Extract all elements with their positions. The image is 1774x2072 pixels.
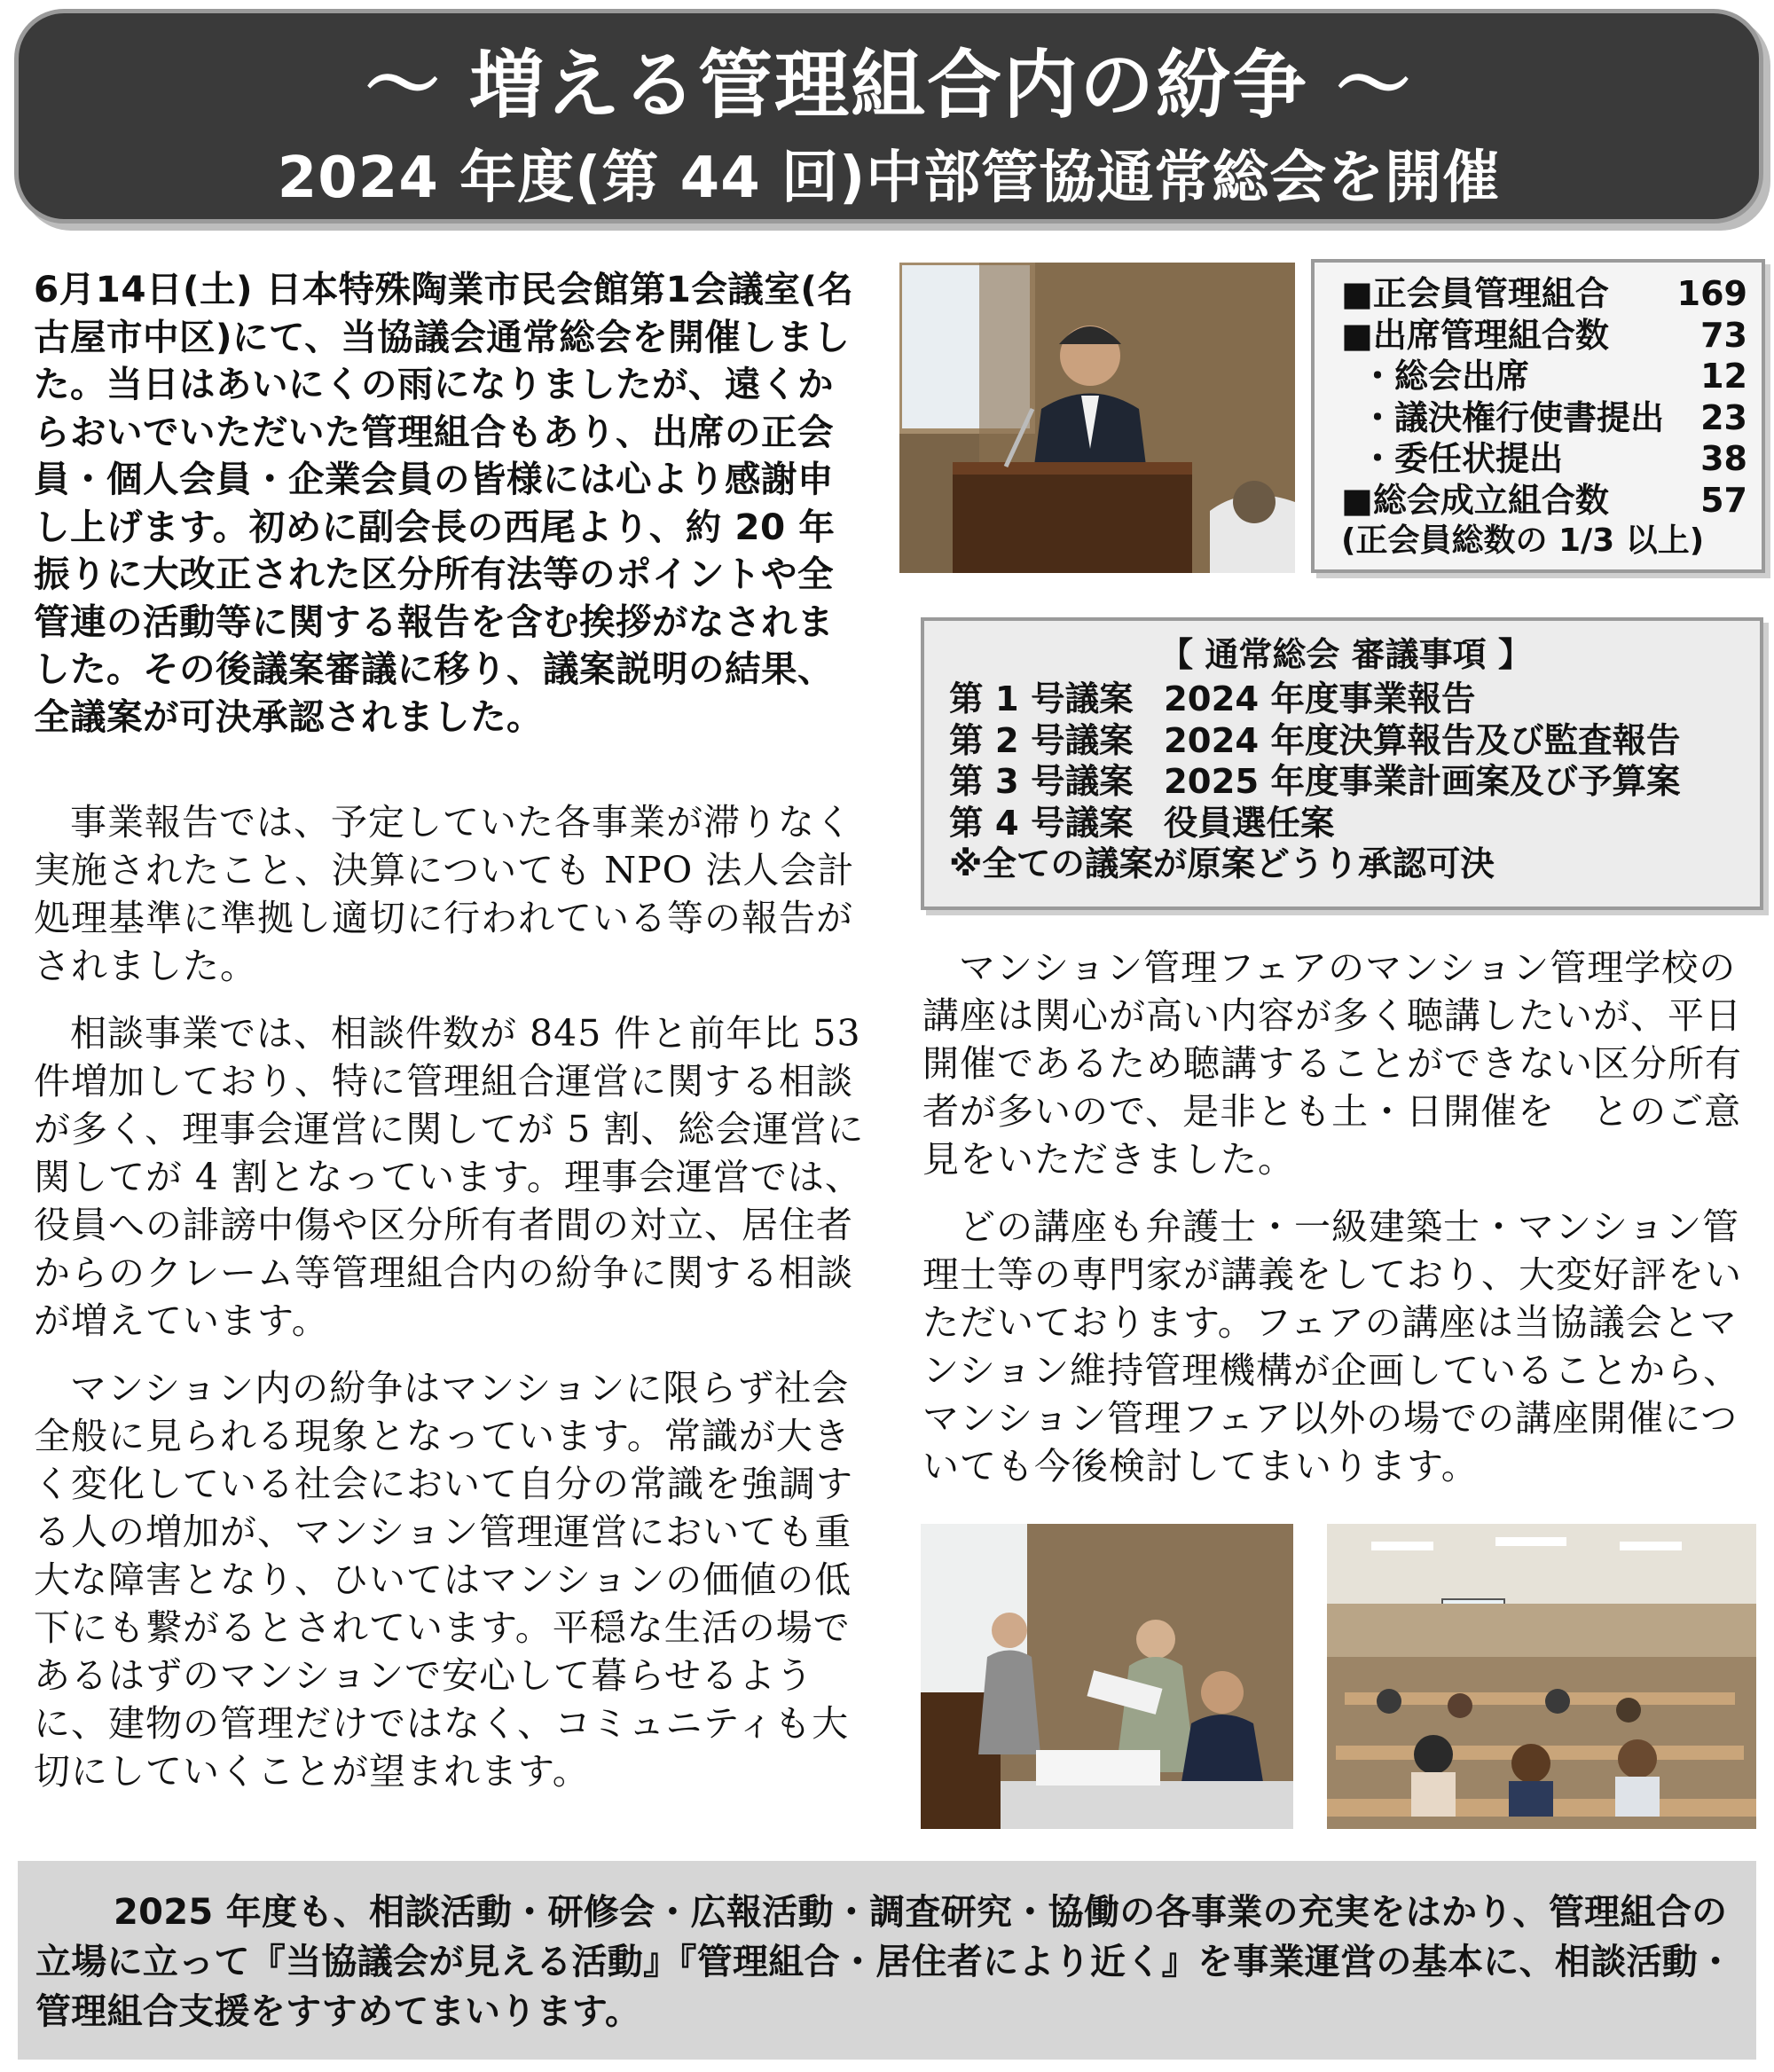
stat-label: ■出席管理組合数 bbox=[1341, 315, 1609, 355]
stat-value: 57 bbox=[1700, 480, 1747, 520]
agenda-title: 【 通常総会 審議事項 】 bbox=[1159, 635, 1532, 674]
page-subtitle: 2024 年度(第 44 回)中部管協通常総会を開催 bbox=[277, 145, 1501, 211]
stat-value: 23 bbox=[1700, 397, 1747, 437]
stat-label: ■正会員管理組合 bbox=[1341, 274, 1609, 313]
right-body bbox=[922, 944, 1756, 1510]
agenda-item-number: 第 3 号議案 bbox=[949, 762, 1134, 802]
stat-row bbox=[1341, 356, 1747, 397]
agenda-item-text: 2024 年度事業報告 bbox=[1164, 679, 1476, 719]
agenda-item-text: 2025 年度事業計画案及び予算案 bbox=[1164, 762, 1681, 802]
agenda-note: ※全ての議案が原案どうり承認可決 bbox=[949, 844, 1495, 884]
lead-paragraph: 6月14日(土) 日本特殊陶業市民会館第1会議室(名古屋市中区)にて、当協議会通常総会を開催しました。当日はあいにくの雨になりましたが、遠くからおいでいただいた管理組合もあり、出席の正会員・個人会員・企業会員の皆様には心より感謝申し上げます。初めに副会長の西尾より、約 20 年振りに大改正された区分所有法等のポイントや全管連の活動等に関する報告を含む挨拶がなされました。その後議案審議に移り、議案説明の結果、全議案が可決承認されました。 bbox=[34, 268, 854, 738]
agenda-item bbox=[949, 762, 1742, 804]
left-body bbox=[34, 798, 872, 1815]
agenda-item bbox=[949, 679, 1742, 721]
stat-row bbox=[1341, 438, 1747, 480]
footer-band bbox=[18, 1861, 1756, 2060]
paragraph-lectures: どの講座も弁護士・一級建築士・マンション管理士等の専門家が講義をしており、大変好評をいただいております。フェアの講座は当協議会とマンション維持管理機構が企画していることから、マンション管理フェア以外の場での講座開催についても今後検討してまいります。 bbox=[922, 1205, 1742, 1487]
stat-row bbox=[1341, 397, 1747, 439]
stat-label: ・委任状提出 bbox=[1361, 439, 1564, 478]
photo-speaker-podium bbox=[899, 263, 1295, 573]
agenda-item-number: 第 4 号議案 bbox=[949, 803, 1134, 844]
agenda-item bbox=[949, 721, 1742, 763]
agenda-box bbox=[921, 617, 1763, 910]
paragraph-fair-feedback: マンション管理フェアのマンション管理学校の講座は関心が高い内容が多く聴講したいが、平日開催であるため聴講することができない区分所有者が多いので、是非とも土・日開催を とのご意見をいただきました。 bbox=[922, 946, 1742, 1181]
stat-label: ■総会成立組合数 bbox=[1341, 480, 1609, 520]
agenda-item-number: 第 2 号議案 bbox=[949, 720, 1134, 761]
stat-row bbox=[1341, 315, 1747, 357]
stat-note: (正会員総数の 1/3 以上) bbox=[1341, 522, 1705, 559]
stat-value: 169 bbox=[1676, 274, 1747, 313]
stat-value: 73 bbox=[1700, 315, 1747, 355]
attendance-stats-box bbox=[1311, 259, 1765, 573]
agenda-item-text: 役員選任案 bbox=[1164, 803, 1335, 844]
page-title: ～ 増える管理組合内の紛争 ～ bbox=[365, 42, 1413, 129]
paragraph-consultation: 相談事業では、相談件数が 845 件と前年比 53 件増加しており、特に管理組合運営に関する相談が多く、理事会運営に関してが 5 割、総会運営に関してが 4 割となっています。理事会運営では、役員への誹謗中傷や区分所有者間の対立、居住者からのクレーム等管理組合内の紛争に関する相談が増えています。 bbox=[34, 1012, 865, 1342]
agenda-item bbox=[949, 804, 1742, 845]
header-banner bbox=[14, 9, 1763, 224]
photo-officials-table bbox=[921, 1524, 1293, 1829]
photo-meeting-hall bbox=[1327, 1524, 1756, 1829]
stat-row bbox=[1341, 480, 1747, 522]
lead-section bbox=[34, 266, 867, 741]
agenda-item-text: 2024 年度決算報告及び監査報告 bbox=[1164, 720, 1681, 761]
footer-paragraph: 2025 年度も、相談活動・研修会・広報活動・調査研究・協働の各事業の充実をはかり、管理組合の立場に立って『当協議会が見える活動』『管理組合・居住者により近く』を事業運営の基本に、相談活動・管理組合支援をすすめてまいります。 bbox=[35, 1892, 1734, 2032]
stat-row bbox=[1341, 273, 1747, 315]
agenda-item-number: 第 1 号議案 bbox=[949, 679, 1134, 719]
stat-value: 12 bbox=[1700, 357, 1747, 396]
paragraph-business-report: 事業報告では、予定していた各事業が滞りなく実施されたこと、決算についても NPO 法人会計処理基準に準拠し適切に行われている等の報告がされました。 bbox=[34, 801, 855, 987]
paragraph-disputes: マンション内の紛争はマンションに限らず社会全般に見られる現象となっています。常識が大きく変化している社会において自分の常識を強調する人の増加が、マンション管理運営においても重大な障害となり、ひいてはマンションの価値の低下にも繋がるとされています。平穏な生活の場であるはずのマンションで安心して暮らせるように、建物の管理だけではなく、コミュニティも大切にしていくことが望まれます。 bbox=[34, 1367, 853, 1793]
stat-label: ・総会出席 bbox=[1361, 357, 1530, 396]
stat-label: ・議決権行使書提出 bbox=[1361, 397, 1665, 437]
stat-value: 38 bbox=[1700, 439, 1747, 478]
